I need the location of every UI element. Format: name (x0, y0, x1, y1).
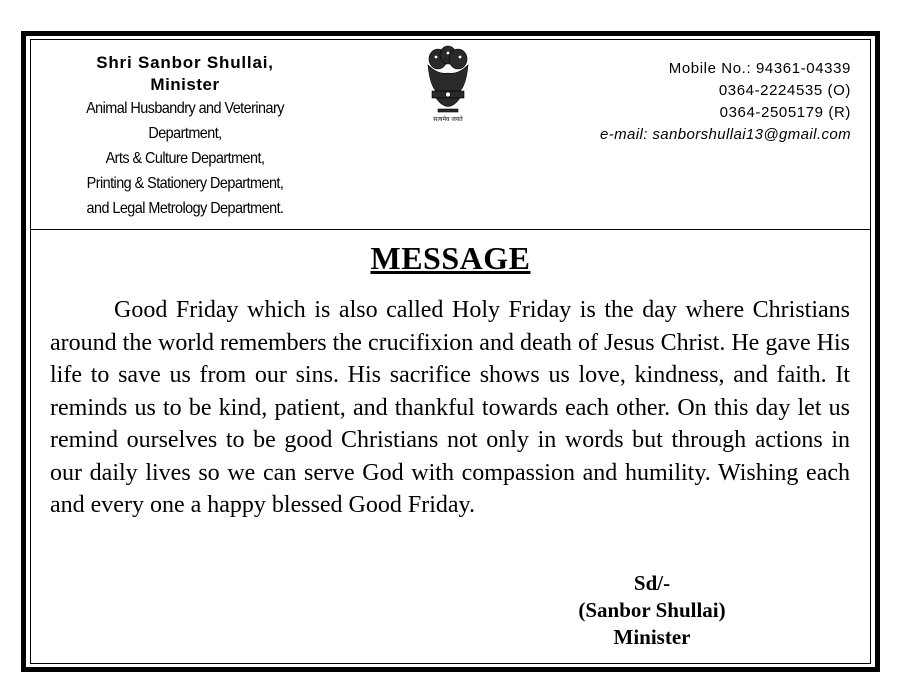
department-line: Printing & Stationery Department, (86, 175, 284, 192)
letterhead-left (40, 52, 330, 221)
residence-phone: 0364-2505179 (R) (719, 104, 851, 121)
department-line: Animal Husbandry and Veterinary (86, 100, 284, 117)
department-line: Department, (148, 125, 222, 142)
message-text: Good Friday which is also called Holy Friday is the day where Christians around the world remembers the crucifixion and death of Jesus Christ. He gave His life to save us from our sins. His sacrifice shows us love, kindness, and faith. It reminds us to be kind, patient, and thankful towards each other. On this day let us remind ourselves to be good Christians not only in words but through actions in our daily lives so we can serve God with compassion and humility. Wishing each and every one a happy blessed Good Friday. (50, 297, 850, 518)
mobile-number: Mobile No.: 94361-04339 (668, 60, 851, 77)
signatory-title: Minister (613, 625, 691, 649)
email-address: e-mail: sanborshullai13@gmail.com (599, 126, 851, 143)
office-phone: 0364-2224535 (O) (718, 82, 851, 99)
signature-sd: Sd/- (633, 571, 671, 595)
department-line: Arts & Culture Department, (105, 150, 265, 167)
letterhead-right (600, 58, 851, 146)
emblem-caption: सत्यमेव जयते (433, 116, 463, 123)
signature-block (552, 570, 752, 651)
minister-name: Shri Sanbor Shullai, (96, 53, 274, 72)
signatory-name: (Sanbor Shullai) (578, 598, 726, 622)
message-heading: MESSAGE (370, 240, 531, 276)
header-divider (30, 229, 871, 230)
department-line: and Legal Metrology Department. (86, 200, 284, 217)
state-emblem-icon (418, 45, 478, 125)
message-body (50, 294, 850, 522)
minister-title: Minister (150, 75, 220, 94)
